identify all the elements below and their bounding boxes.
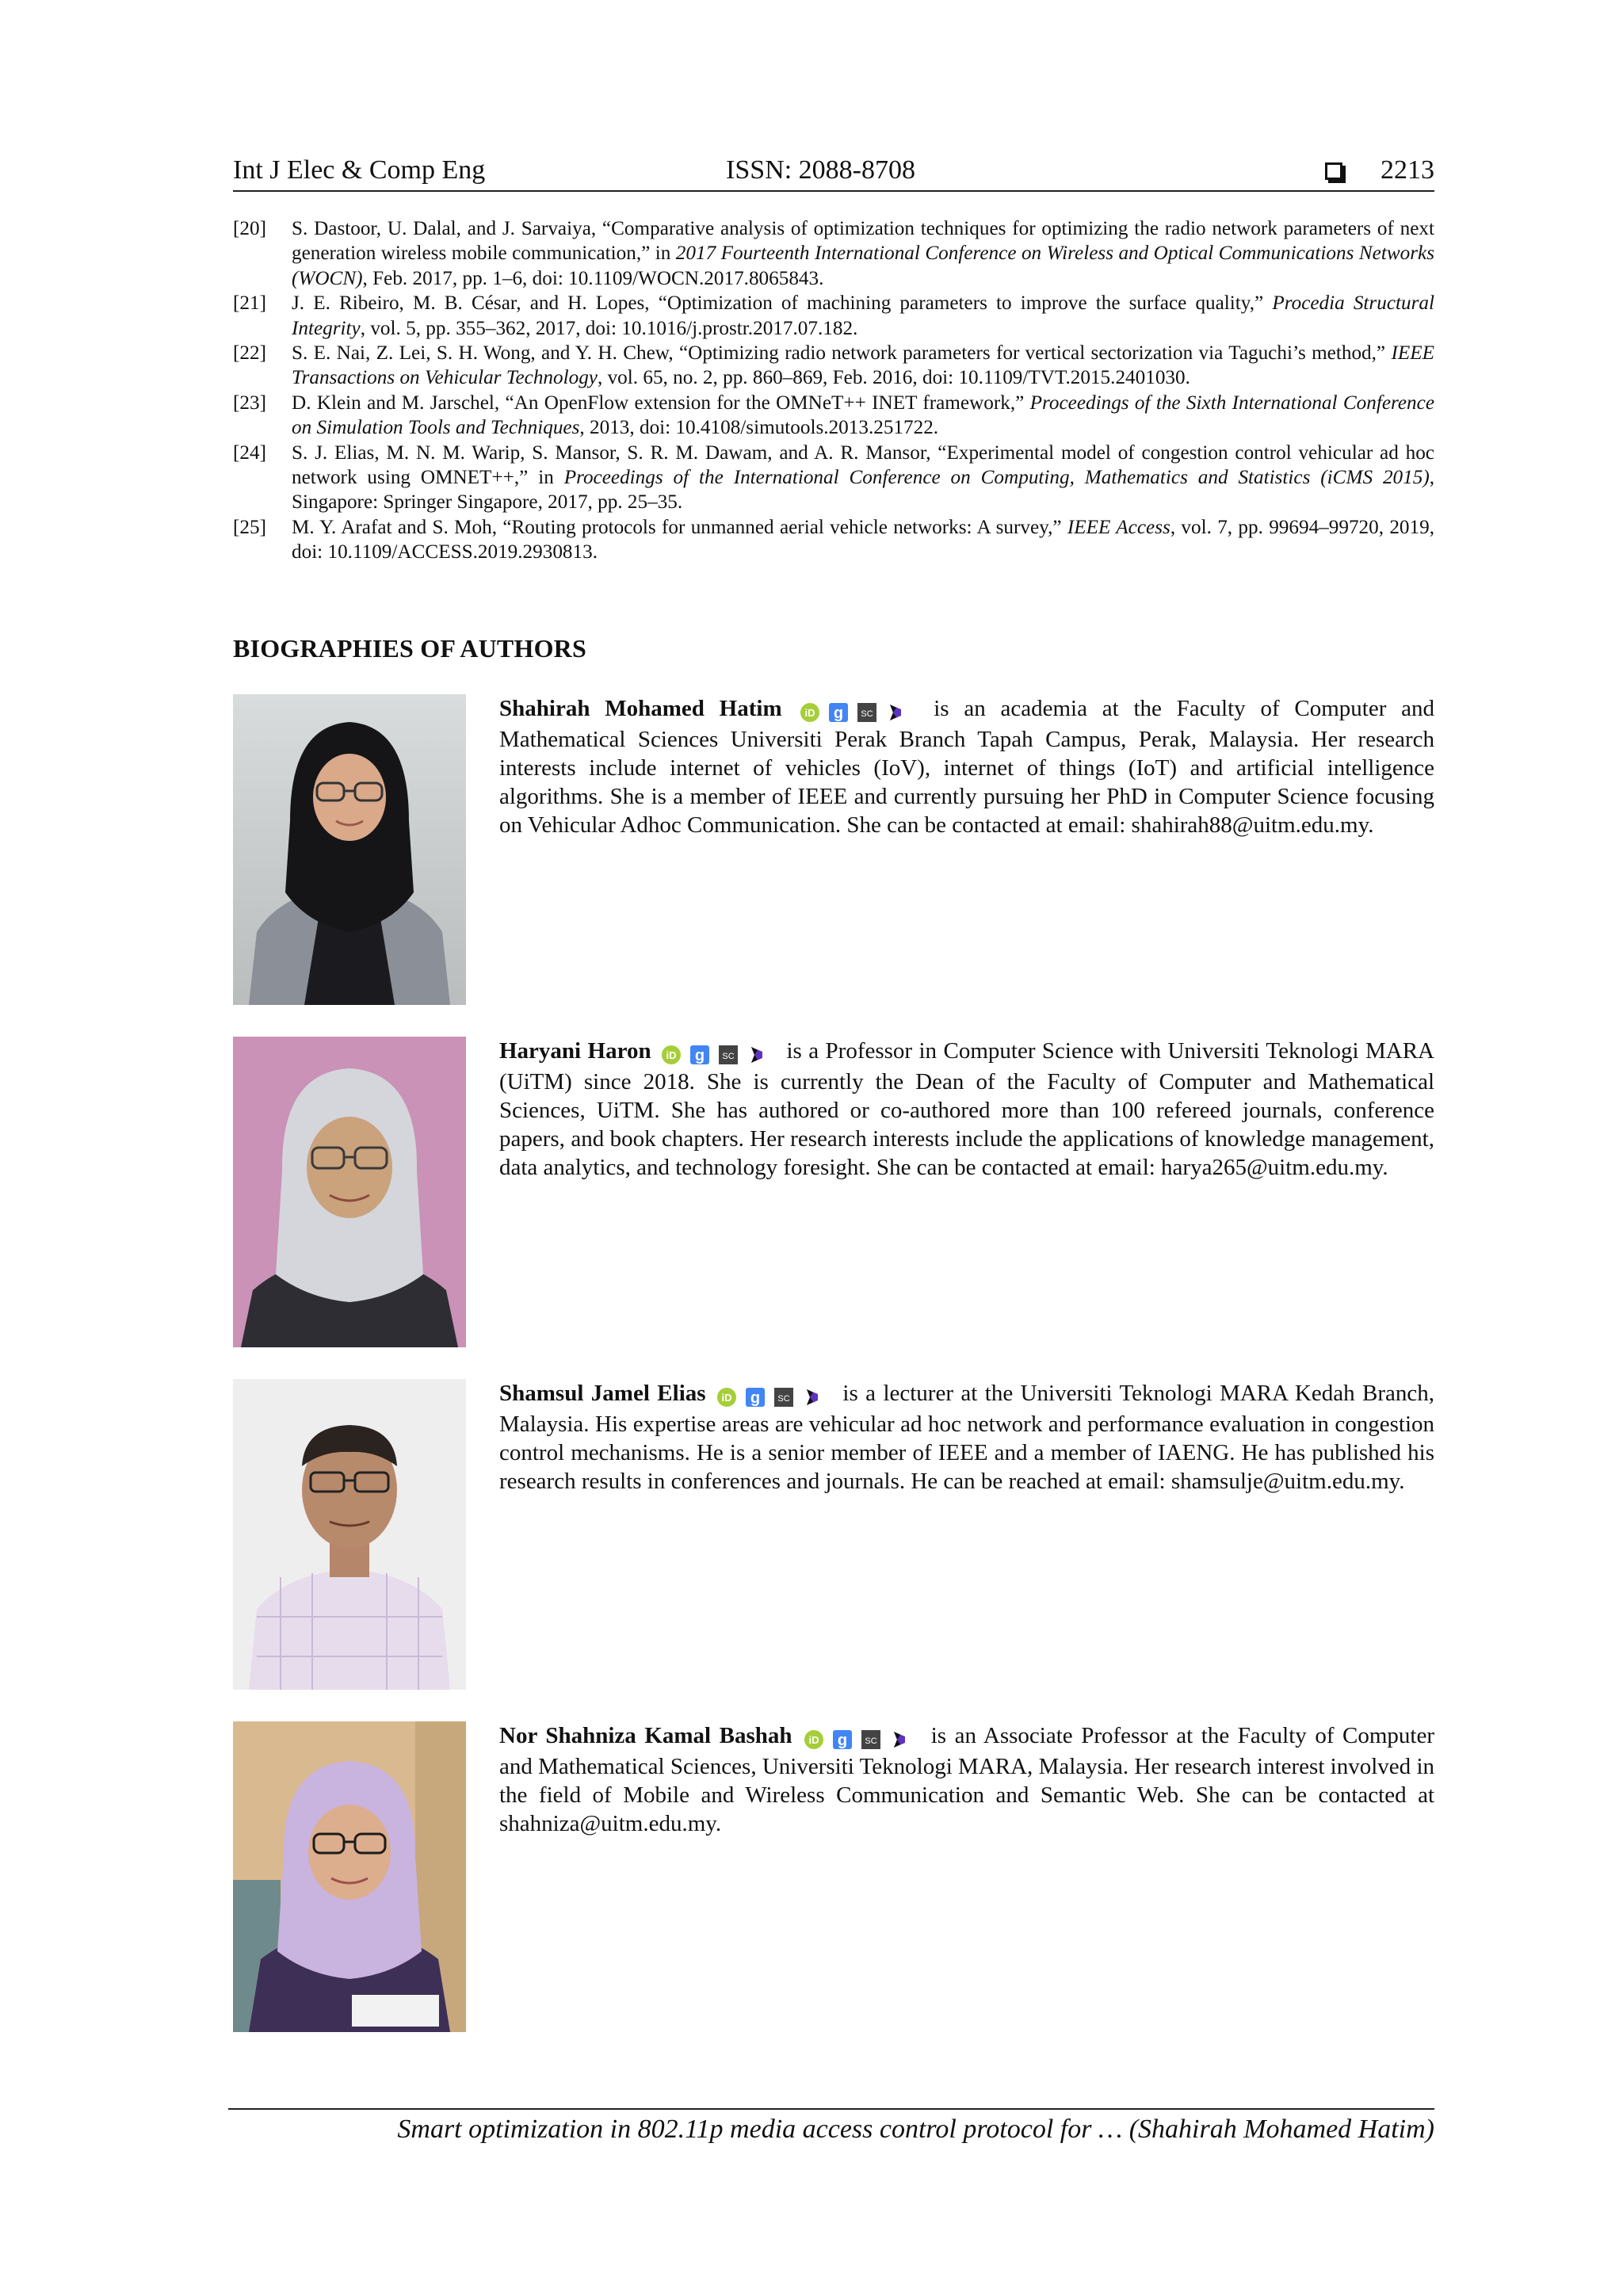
scholar-label: g — [694, 1047, 705, 1065]
orcid-label: iD — [666, 1049, 677, 1062]
reference-text — [292, 341, 1434, 391]
scopus-label: SC — [722, 1052, 735, 1062]
author-photo — [233, 694, 466, 1005]
author-bio-text — [499, 694, 1434, 839]
orcid-label: iD — [721, 1392, 732, 1404]
reference-text — [292, 216, 1434, 291]
author-photo — [233, 1037, 466, 1347]
reference-text — [292, 391, 1434, 441]
scholar-label: g — [750, 1389, 761, 1408]
reference-venue: IEEE Transactions on Vehicular Technology — [292, 342, 1434, 389]
author-photo-illustration — [233, 1379, 466, 1690]
scopus-icon[interactable] — [861, 1729, 881, 1750]
reference-number: [22] — [233, 342, 266, 365]
reference-number: [24] — [233, 441, 266, 464]
google-scholar-icon[interactable] — [832, 1729, 853, 1750]
reference-item — [233, 341, 1434, 391]
reference-item — [233, 216, 1434, 291]
footer-citation: Smart optimization in 802.11p media access control protocol for … (Shahirah Mohamed Hatim) — [397, 2115, 1434, 2144]
reference-authors-title: J. E. Ribeiro, M. B. César, and H. Lopes, “Optimization of machining parameters to improve the surface quality,” — [292, 292, 1273, 315]
issn: ISSN: 2088-8708 — [726, 155, 915, 185]
reference-details: , Feb. 2017, pp. 1–6, doi: 10.1109/WOCN.2017.8065843. — [362, 267, 824, 289]
reference-venue: Proceedings of the Sixth International Conference on Simulation Tools and Techniques — [292, 392, 1435, 439]
reference-text — [292, 291, 1434, 341]
reference-authors-title: S. Dastoor, U. Dalal, and J. Sarvaiya, “Comparative analysis of optimization techniques for optimizing the radio network parameters of next generation wireless mobile communication,” in — [292, 218, 1434, 265]
web-of-science-icon[interactable] — [747, 1045, 767, 1065]
scopus-icon[interactable] — [857, 702, 877, 723]
reference-authors-title: S. J. Elias, M. N. M. Warip, S. Mansor, S. R. M. Dawam, and A. R. Mansor, “Experimental model of congestion control vehicular ad hoc network using OMNET++,” in — [292, 441, 1434, 489]
author-name: Shahirah Mohamed Hatim — [499, 696, 782, 721]
author-bio-text — [499, 1379, 1434, 1496]
google-scholar-icon[interactable] — [689, 1045, 710, 1065]
box-bullet-icon — [1325, 162, 1342, 180]
author-bio: is an Associate Professor at the Faculty of Computer and Mathematical Sciences, Universiti Teknologi MARA, Malaysia. Her research interest involved in the field of Mobile and Wireless Communication and Semantic Web. She can be contacted at shahniza@uitm.edu.my. — [499, 1723, 1435, 1836]
author-photo — [233, 1379, 466, 1690]
orcid-label: iD — [808, 1734, 819, 1747]
scopus-label: SC — [777, 1394, 790, 1404]
reference-item — [233, 291, 1434, 341]
reference-details: , 2013, doi: 10.4108/simutools.2013.251722. — [579, 417, 939, 439]
reference-list — [233, 216, 1434, 565]
scopus-icon[interactable] — [773, 1387, 794, 1408]
reference-text — [292, 515, 1434, 565]
author-name: Nor Shahniza Kamal Bashah — [499, 1723, 792, 1748]
google-scholar-icon[interactable] — [745, 1387, 766, 1408]
reference-details: , vol. 7, pp. 99694–99720, 2019, doi: 10.1109/ACCESS.2019.2930813. — [292, 516, 1435, 563]
reference-venue: 2017 Fourteenth International Conference on Wireless and Optical Communications Networks (WOCN) — [292, 243, 1434, 289]
page-number: 2213 — [1381, 155, 1434, 185]
author-photo — [233, 1721, 466, 2032]
reference-venue: IEEE Access — [1067, 516, 1170, 538]
reference-number: [21] — [233, 292, 266, 315]
web-of-science-icon[interactable] — [885, 702, 906, 723]
reference-authors-title: M. Y. Arafat and S. Moh, “Routing protocols for unmanned aerial vehicle networks: A survey,” — [292, 516, 1067, 538]
running-footer — [228, 2108, 1434, 2144]
running-header — [233, 152, 1434, 192]
orcid-icon[interactable] — [661, 1045, 682, 1065]
biographies-heading: BIOGRAPHIES OF AUTHORS — [233, 634, 586, 663]
orcid-label: iD — [804, 707, 815, 720]
reference-venue: Proceedings of the International Conference on Computing, Mathematics and Statistics (iCMS 2015) — [563, 467, 1430, 489]
author-bio: is a lecturer at the Universiti Teknologi MARA Kedah Branch, Malaysia. His expertise areas are vehicular ad hoc network and performance evaluation in congestion control mechanisms. He is a senior member of IEEE and a member of IAENG. He has published his research results in conferences and journals. He can be reached at email: shamsulje@uitm.edu.my. — [499, 1381, 1435, 1494]
reference-number: [25] — [233, 516, 266, 538]
orcid-icon[interactable] — [800, 702, 820, 723]
author-profile-icons — [804, 1724, 918, 1752]
author-profile-icons — [661, 1039, 775, 1068]
reference-details: , vol. 65, no. 2, pp. 860–869, Feb. 2016, doi: 10.1109/TVT.2015.2401030. — [597, 367, 1190, 389]
author-name: Haryani Haron — [499, 1038, 651, 1064]
reference-text — [292, 441, 1434, 515]
web-of-science-icon[interactable] — [889, 1729, 910, 1750]
scopus-label: SC — [865, 1736, 877, 1747]
reference-details: , vol. 5, pp. 355–362, 2017, doi: 10.1016/j.prostr.2017.07.182. — [360, 317, 858, 339]
author-bio: is a Professor in Computer Science with Universiti Teknologi MARA (UiTM) since 2018. She is currently the Dean of the Faculty of Computer and Mathematical Sciences, UiTM. She has authored or co-authored more than 100 refereed journals, conference papers, and book chapters. Her research interests include the applications of knowledge management, data analytics, and technology foresight. She can be contacted at email: harya265@uitm.edu.my. — [499, 1038, 1435, 1180]
page-number-group — [1325, 155, 1434, 185]
scholar-label: g — [834, 705, 844, 723]
author-bio-text — [499, 1721, 1434, 1838]
orcid-icon[interactable] — [716, 1387, 737, 1408]
reference-item — [233, 441, 1434, 515]
reference-item — [233, 515, 1434, 565]
author-photo-illustration — [233, 1037, 466, 1347]
reference-authors-title: S. E. Nai, Z. Lei, S. H. Wong, and Y. H. Chew, “Optimizing radio network parameters for vertical sectorization via Taguchi’s method,” — [292, 342, 1392, 365]
author-bio-text — [499, 1037, 1434, 1182]
web-of-science-icon[interactable] — [802, 1387, 823, 1408]
author-bio: is an academia at the Faculty of Computer and Mathematical Sciences Universiti Perak Branch Tapah Campus, Perak, Malaysia. Her research interests include internet of vehicles (IoV), internet of things (IoT) and artificial intelligence algorithms. She is a member of IEEE and currently pursuing her PhD in Computer Science focusing on Vehicular Adhoc Communication. She can be contacted at email: shahirah88@uitm.edu.my. — [499, 696, 1435, 838]
reference-details: , Singapore: Springer Singapore, 2017, pp. 25–35. — [292, 467, 1434, 514]
journal-name: Int J Elec & Comp Eng — [233, 155, 486, 185]
scopus-label: SC — [861, 709, 874, 720]
author-name: Shamsul Jamel Elias — [499, 1381, 706, 1406]
reference-number: [23] — [233, 392, 266, 414]
google-scholar-icon[interactable] — [828, 702, 849, 723]
reference-authors-title: D. Klein and M. Jarschel, “An OpenFlow extension for the OMNeT++ INET framework,” — [292, 392, 1030, 414]
author-photo-illustration — [233, 1721, 466, 2032]
orcid-icon[interactable] — [804, 1729, 824, 1750]
reference-item — [233, 391, 1434, 441]
author-profile-icons — [800, 697, 914, 725]
scholar-label: g — [838, 1732, 848, 1750]
author-profile-icons — [716, 1381, 831, 1410]
author-photo-illustration — [233, 694, 466, 1005]
reference-venue: Procedia Structural Integrity — [292, 292, 1434, 339]
scopus-icon[interactable] — [718, 1045, 739, 1065]
reference-number: [20] — [233, 218, 266, 239]
